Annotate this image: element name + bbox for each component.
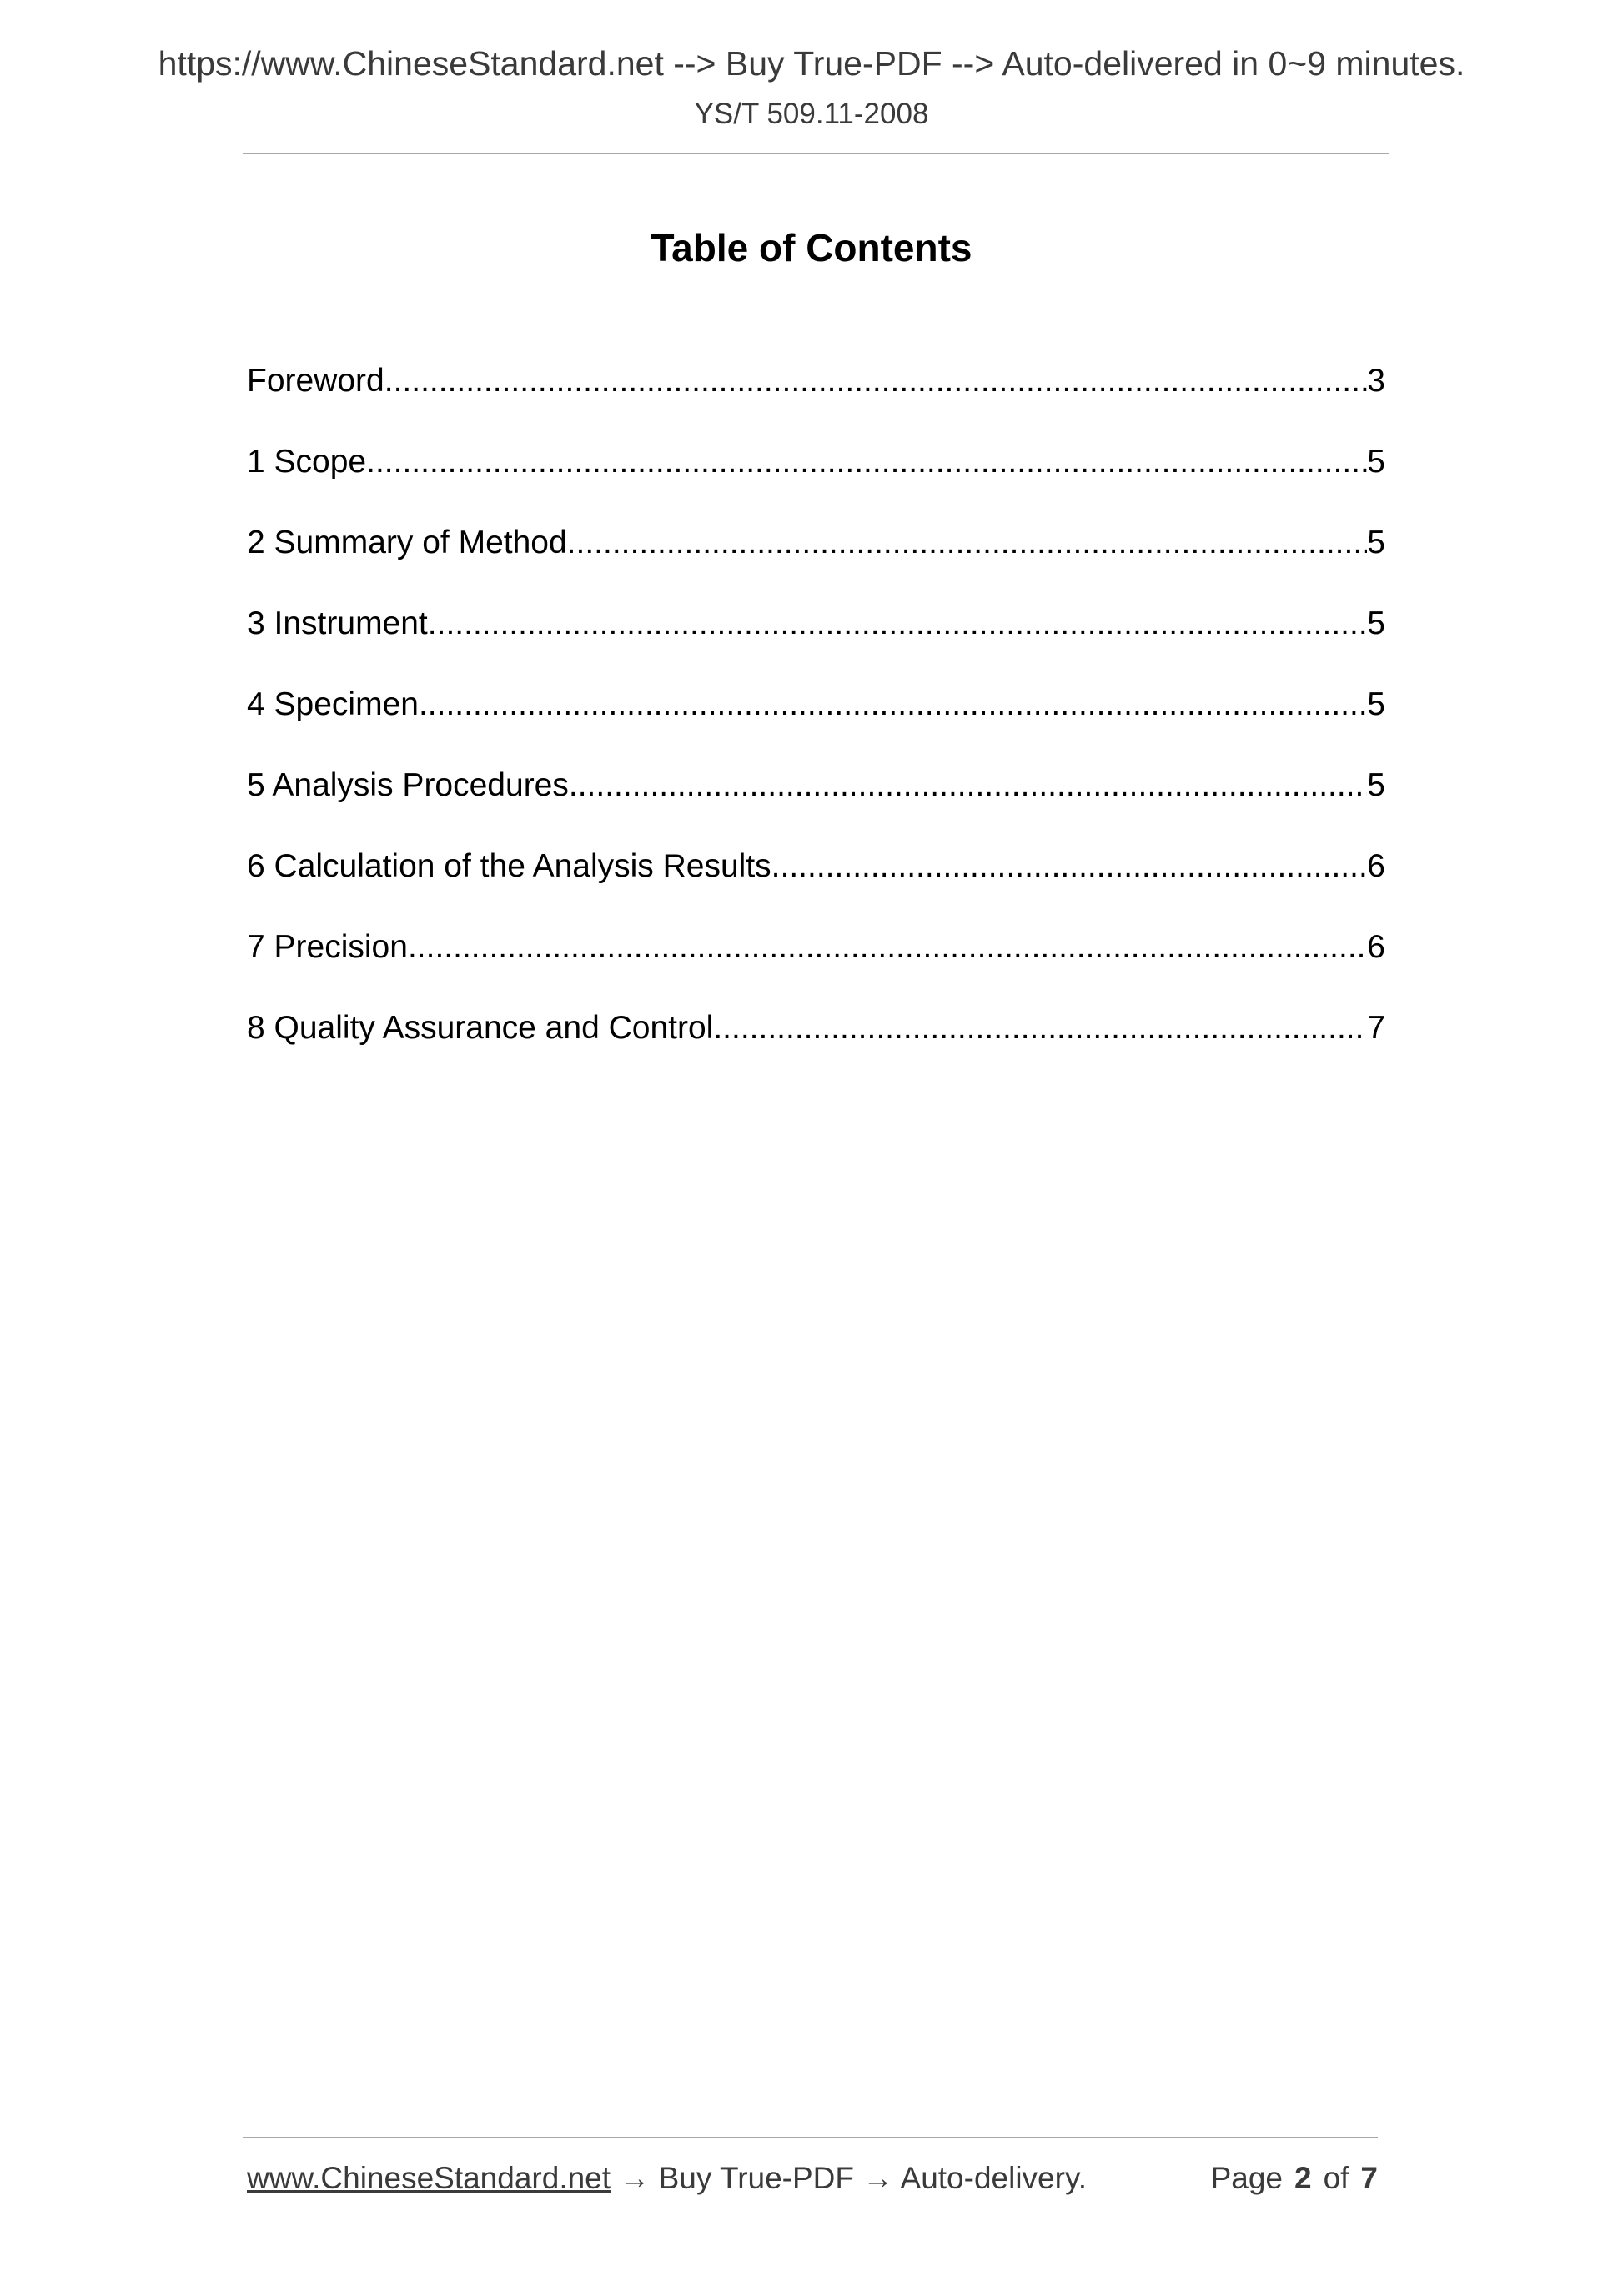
toc-entry-summary-of-method[interactable] <box>247 517 1385 598</box>
toc-entry-label: 6 Calculation of the Analysis Results <box>247 848 771 884</box>
toc-dot-leader <box>428 598 1368 650</box>
footer-divider <box>243 2137 1378 2138</box>
toc-entry-page: 5 <box>1367 767 1385 803</box>
toc-entry-page: 5 <box>1367 605 1385 641</box>
toc-entry-label: 4 Specimen <box>247 686 419 722</box>
toc-entry-calculation[interactable] <box>247 841 1385 922</box>
toc-dot-leader <box>567 517 1368 569</box>
footer-page-current: 2 <box>1294 2161 1312 2195</box>
footer-of-word: of <box>1323 2161 1349 2195</box>
toc-entry-scope[interactable] <box>247 436 1385 517</box>
footer-page-total: 7 <box>1360 2161 1378 2195</box>
footer-page-word: Page <box>1210 2161 1283 2195</box>
toc-entry-quality-assurance[interactable] <box>247 1002 1385 1083</box>
footer-left <box>247 2160 1087 2197</box>
toc-entry-label: 1 Scope <box>247 444 367 480</box>
toc-dot-leader <box>419 679 1367 731</box>
toc-entry-page: 3 <box>1367 363 1385 399</box>
header-doc-id: YS/T 509.11-2008 <box>694 98 929 130</box>
toc-entry-label: Foreword <box>247 363 384 399</box>
toc-dot-leader <box>384 355 1368 407</box>
toc-entry-page: 7 <box>1367 1010 1385 1046</box>
toc-dot-leader <box>408 922 1367 973</box>
footer-tagline: → Buy True-PDF → Auto-delivery. <box>619 2161 1087 2195</box>
toc-entry-specimen[interactable] <box>247 679 1385 760</box>
toc-entry-page: 5 <box>1367 444 1385 480</box>
toc-entry-page: 5 <box>1367 525 1385 560</box>
page-title: Table of Contents <box>651 226 972 269</box>
toc-entry-analysis-procedures[interactable] <box>247 760 1385 841</box>
toc-list <box>247 355 1385 1083</box>
toc-entry-page: 6 <box>1367 929 1385 965</box>
toc-entry-label: 7 Precision <box>247 929 408 965</box>
header-url-line: https://www.ChineseStandard.net --> Buy True-PDF --> Auto-delivered in 0~9 minutes. <box>158 44 1465 83</box>
footer-page-indicator <box>1211 2160 1378 2197</box>
header-divider <box>243 153 1389 154</box>
toc-entry-foreword[interactable] <box>247 355 1385 436</box>
toc-dot-leader <box>366 436 1367 488</box>
toc-entry-instrument[interactable] <box>247 598 1385 679</box>
toc-entry-precision[interactable] <box>247 922 1385 1002</box>
footer-site-link[interactable]: www.ChineseStandard.net <box>247 2161 611 2195</box>
toc-entry-page: 5 <box>1367 686 1385 722</box>
toc-dot-leader <box>771 841 1368 892</box>
toc-entry-page: 6 <box>1367 848 1385 884</box>
toc-dot-leader <box>713 1002 1367 1054</box>
toc-entry-label: 5 Analysis Procedures <box>247 767 569 803</box>
toc-dot-leader <box>569 760 1367 811</box>
toc-entry-label: 8 Quality Assurance and Control <box>247 1010 714 1046</box>
toc-entry-label: 2 Summary of Method <box>247 525 567 560</box>
toc-entry-label: 3 Instrument <box>247 605 428 641</box>
